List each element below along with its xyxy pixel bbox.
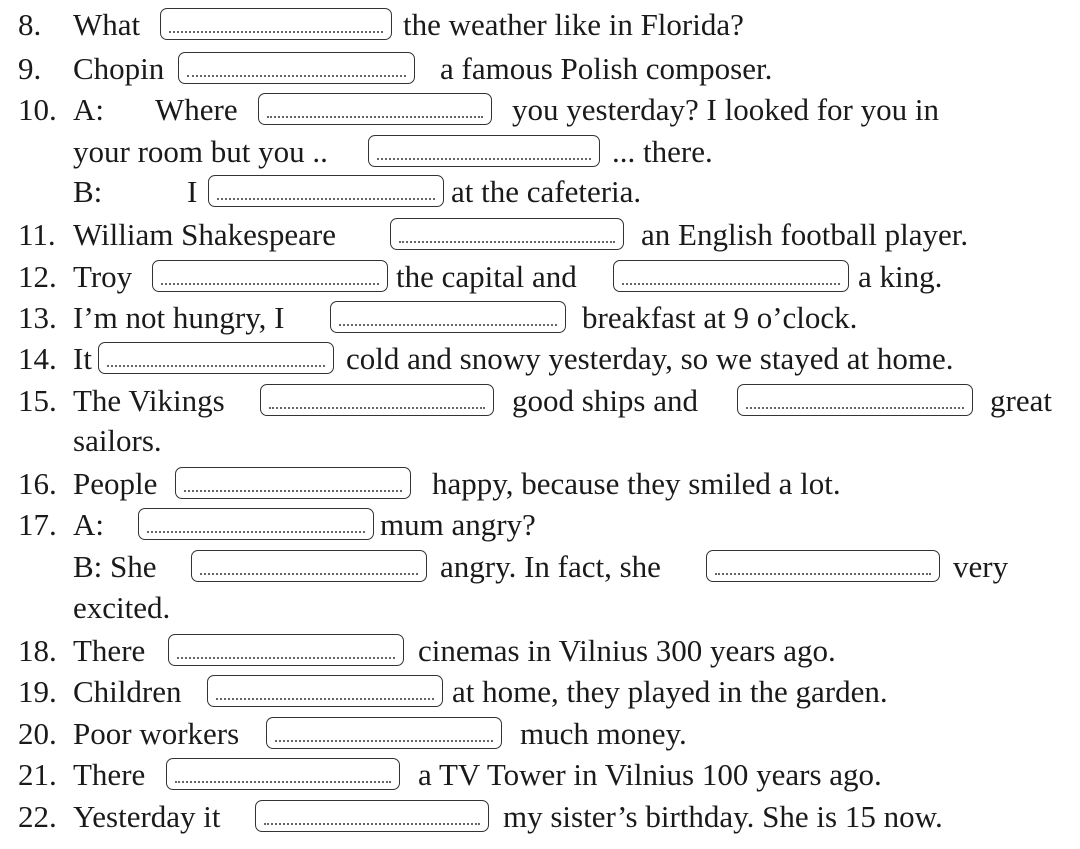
sentence-text: at home, they played in the garden.	[452, 674, 888, 709]
sentence-text: great	[990, 383, 1052, 418]
sentence-text: a famous Polish composer.	[440, 51, 773, 86]
item-number: 12.	[18, 259, 57, 294]
item-number: 14.	[18, 341, 57, 376]
speaker-label: A:	[73, 507, 104, 542]
sentence-text: angry. In fact, she	[440, 549, 661, 584]
answer-field[interactable]	[191, 550, 427, 582]
sentence-text: the capital and	[396, 259, 577, 294]
item-number: 17.	[18, 507, 57, 542]
sentence-text: excited.	[73, 590, 171, 625]
item-11	[0, 215, 1080, 255]
item-13	[0, 298, 1080, 338]
answer-field[interactable]	[208, 175, 444, 207]
sentence-text: I	[187, 174, 198, 209]
item-17-b	[0, 547, 1080, 587]
answer-field[interactable]	[152, 260, 388, 292]
answer-field[interactable]	[138, 508, 374, 540]
item-15	[0, 381, 1080, 421]
item-number: 20.	[18, 716, 57, 751]
answer-field[interactable]	[260, 384, 494, 416]
item-17-continued	[0, 588, 1080, 628]
sentence-text: Chopin	[73, 51, 165, 86]
sentence-text: There	[73, 757, 146, 792]
item-number: 18.	[18, 633, 57, 668]
answer-field[interactable]	[166, 758, 400, 790]
sentence-text: a king.	[858, 259, 943, 294]
item-number: 13.	[18, 300, 57, 335]
answer-field[interactable]	[706, 550, 940, 582]
item-10-b	[0, 172, 1080, 212]
item-8	[0, 5, 1080, 45]
item-21	[0, 755, 1080, 795]
sentence-text: my sister’s birthday. She is 15 now.	[503, 799, 943, 834]
sentence-text: very	[953, 549, 1009, 584]
sentence-text: an English football player.	[641, 217, 969, 252]
sentence-text: Troy	[73, 259, 133, 294]
sentence-text: What	[73, 7, 141, 42]
sentence-text: I’m not hungry, I	[73, 300, 285, 335]
item-9	[0, 49, 1080, 89]
sentence-text: sailors.	[73, 423, 162, 458]
sentence-text: breakfast at 9 o’clock.	[582, 300, 858, 335]
answer-field[interactable]	[207, 675, 443, 707]
sentence-text: the weather like in Florida?	[403, 7, 744, 42]
item-number: 22.	[18, 799, 57, 834]
sentence-text: People	[73, 466, 158, 501]
sentence-text: Children	[73, 674, 182, 709]
answer-field[interactable]	[98, 342, 334, 374]
item-10-continued	[0, 132, 1080, 172]
item-number: 15.	[18, 383, 57, 418]
item-18	[0, 631, 1080, 671]
item-number: 19.	[18, 674, 57, 709]
sentence-text: happy, because they smiled a lot.	[432, 466, 841, 501]
answer-field[interactable]	[258, 93, 492, 125]
sentence-text: cold and snowy yesterday, so we stayed at home.	[346, 341, 954, 376]
sentence-text: There	[73, 633, 146, 668]
speaker-label: A:	[73, 92, 104, 127]
item-number: 11.	[18, 217, 56, 252]
speaker-label: B:	[73, 174, 103, 209]
sentence-text: William Shakespeare	[73, 217, 337, 252]
sentence-text: a TV Tower in Vilnius 100 years ago.	[418, 757, 882, 792]
answer-field[interactable]	[168, 634, 404, 666]
sentence-text: your room but you ..	[73, 134, 328, 169]
answer-field[interactable]	[178, 52, 415, 84]
item-16	[0, 464, 1080, 504]
answer-field[interactable]	[175, 467, 411, 499]
item-15-continued	[0, 421, 1080, 461]
answer-field[interactable]	[330, 301, 566, 333]
item-10	[0, 90, 1080, 130]
item-number: 21.	[18, 757, 57, 792]
answer-field[interactable]	[266, 717, 502, 749]
sentence-text: you yesterday? I looked for you in	[512, 92, 939, 127]
answer-field[interactable]	[737, 384, 973, 416]
sentence-text: good ships and	[512, 383, 698, 418]
sentence-text: Poor workers	[73, 716, 240, 751]
item-19	[0, 672, 1080, 712]
answer-field[interactable]	[390, 218, 624, 250]
answer-field[interactable]	[255, 800, 489, 832]
sentence-text: much money.	[520, 716, 687, 751]
sentence-text: cinemas in Vilnius 300 years ago.	[418, 633, 836, 668]
sentence-text: It	[73, 341, 92, 376]
item-14	[0, 339, 1080, 379]
answer-field[interactable]	[613, 260, 849, 292]
item-number: 9.	[18, 51, 42, 86]
item-number: 16.	[18, 466, 57, 501]
item-17	[0, 505, 1080, 545]
item-number: 10.	[18, 92, 57, 127]
sentence-text: Where	[155, 92, 238, 127]
answer-field[interactable]	[368, 135, 600, 167]
sentence-text: B: She	[73, 549, 157, 584]
item-number: 8.	[18, 7, 42, 42]
sentence-text: Yesterday it	[73, 799, 221, 834]
item-20	[0, 714, 1080, 754]
answer-field[interactable]	[160, 8, 392, 40]
sentence-text: mum angry?	[380, 507, 536, 542]
sentence-text: ... there.	[612, 134, 713, 169]
sentence-text: at the cafeteria.	[451, 174, 642, 209]
sentence-text: The Vikings	[73, 383, 225, 418]
item-12	[0, 257, 1080, 297]
item-22	[0, 797, 1080, 837]
